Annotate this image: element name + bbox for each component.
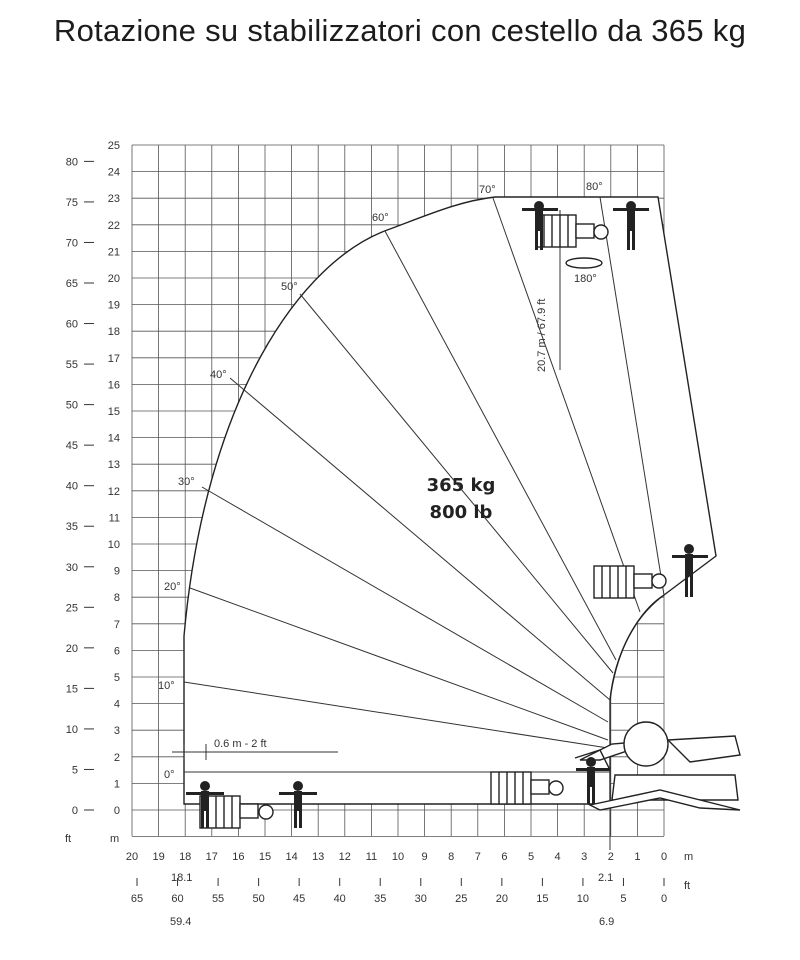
x-tick-ft: 10 — [576, 893, 590, 905]
y-tick-m: 19 — [107, 299, 120, 312]
y-tick-ft: 40 — [65, 480, 78, 493]
x-tick-m: 14 — [285, 851, 298, 863]
x-axis — [126, 851, 667, 905]
x-tick-m: 3 — [581, 851, 588, 863]
angle-label-180: 180° — [574, 273, 597, 285]
y-tick-m: 15 — [107, 406, 120, 418]
y-tick-m: 13 — [107, 459, 120, 472]
x-tick-ft: 20 — [495, 893, 508, 905]
angle-label-0: 0° — [164, 769, 175, 781]
y-tick-ft: 15 — [65, 683, 78, 696]
y-tick-m: 7 — [113, 618, 120, 631]
x-tick-m: 2 — [607, 851, 614, 863]
x-tick-m: 12 — [338, 851, 351, 863]
x-tick-m: 13 — [312, 851, 325, 863]
angle-label-20: 20° — [164, 581, 181, 593]
x-extra-59-4: 59.4 — [170, 916, 192, 928]
height-dimension-label: 20.7 m / 67.9 ft — [536, 298, 548, 372]
x-tick-ft: 30 — [414, 893, 427, 905]
x-tick-ft: 35 — [374, 893, 387, 905]
x-tick-ft: 55 — [211, 893, 225, 905]
y-tick-ft: 55 — [65, 359, 78, 372]
load-kg-label: 365 kg — [426, 475, 496, 496]
y-axis — [66, 140, 120, 817]
y-tick-m: 5 — [113, 672, 120, 684]
y-tick-m: 4 — [113, 698, 120, 711]
angle-label-50: 50° — [281, 281, 298, 293]
x-tick-m: 19 — [152, 851, 165, 863]
y-tick-m: 23 — [107, 193, 120, 206]
y-tick-m: 12 — [107, 485, 120, 498]
angle-label-40: 40° — [210, 369, 227, 381]
x-tick-ft: 50 — [252, 893, 265, 905]
y-tick-m: 14 — [107, 432, 120, 445]
x-tick-m: 18 — [179, 851, 192, 863]
y-axis-m-unit: m — [110, 833, 120, 845]
y-tick-ft: 75 — [65, 196, 78, 209]
x-extra-2-1: 2.1 — [598, 872, 614, 884]
y-tick-m: 0 — [113, 805, 120, 817]
y-tick-ft: 50 — [65, 399, 78, 412]
x-tick-m: 10 — [391, 851, 405, 863]
y-tick-ft: 5 — [71, 764, 78, 777]
y-tick-m: 21 — [107, 246, 120, 259]
y-tick-m: 8 — [113, 592, 120, 605]
y-tick-m: 22 — [107, 219, 120, 232]
x-extra-18-1: 18.1 — [171, 872, 193, 884]
angle-label-60: 60° — [372, 212, 389, 224]
y-tick-ft: 20 — [65, 642, 78, 655]
y-tick-m: 3 — [113, 725, 120, 738]
working-envelope-outline — [184, 197, 716, 804]
y-tick-ft: 70 — [65, 237, 78, 250]
y-tick-ft: 35 — [65, 521, 78, 534]
x-tick-ft: 60 — [171, 893, 184, 905]
x-axis-m-unit: m — [684, 851, 694, 863]
y-tick-m: 24 — [107, 166, 120, 179]
y-tick-m: 16 — [107, 379, 120, 392]
y-tick-m: 2 — [113, 751, 120, 764]
y-tick-ft: 10 — [65, 723, 78, 736]
x-tick-m: 17 — [205, 851, 218, 863]
y-tick-ft: 30 — [65, 561, 78, 574]
angle-label-30: 30° — [178, 476, 195, 488]
x-tick-m: 6 — [501, 851, 508, 863]
x-tick-m: 20 — [125, 851, 139, 863]
y-tick-ft: 0 — [71, 805, 78, 817]
y-tick-ft: 60 — [65, 318, 78, 331]
x-tick-ft: 0 — [660, 893, 668, 905]
page-title: Rotazione su stabilizzatori con cestello da 365 kg — [53, 13, 747, 48]
y-tick-m: 17 — [107, 352, 120, 365]
x-tick-m: 0 — [660, 851, 668, 863]
x-tick-m: 5 — [527, 851, 535, 863]
y-tick-m: 1 — [113, 778, 120, 791]
y-axis-ft-unit: ft — [65, 833, 72, 845]
offset-dimension-label: 0.6 m - 2 ft — [214, 738, 267, 750]
x-axis-ft-unit: ft — [684, 880, 691, 892]
x-tick-ft: 15 — [536, 893, 549, 905]
x-tick-ft: 45 — [293, 893, 306, 905]
x-tick-m: 8 — [448, 851, 455, 863]
y-tick-m: 10 — [107, 539, 120, 551]
x-tick-ft: 5 — [620, 893, 627, 905]
y-tick-ft: 25 — [65, 602, 78, 615]
x-tick-m: 11 — [365, 851, 378, 863]
x-tick-ft: 40 — [333, 893, 346, 905]
angle-label-70: 70° — [479, 184, 496, 196]
y-tick-m: 18 — [107, 326, 120, 339]
y-tick-ft: 45 — [65, 440, 78, 453]
y-tick-ft: 65 — [65, 278, 78, 291]
y-tick-m: 25 — [107, 140, 120, 152]
y-tick-ft: 80 — [65, 156, 78, 169]
x-tick-m: 7 — [474, 851, 481, 863]
x-tick-m: 9 — [421, 851, 428, 863]
angle-label-10: 10° — [158, 680, 175, 692]
x-extra-6-9: 6.9 — [599, 916, 615, 928]
y-tick-m: 20 — [107, 273, 120, 285]
angle-label-80: 80° — [586, 181, 603, 193]
x-tick-m: 15 — [258, 851, 272, 863]
x-tick-m: 16 — [232, 851, 245, 863]
y-tick-m: 11 — [108, 512, 120, 525]
load-lb-label: 800 lb — [429, 502, 493, 523]
x-tick-m: 1 — [634, 851, 641, 863]
y-tick-m: 9 — [113, 565, 120, 578]
x-tick-m: 4 — [554, 851, 561, 863]
x-tick-ft: 25 — [455, 893, 468, 905]
y-tick-m: 6 — [113, 645, 120, 658]
x-tick-ft: 65 — [130, 893, 144, 905]
